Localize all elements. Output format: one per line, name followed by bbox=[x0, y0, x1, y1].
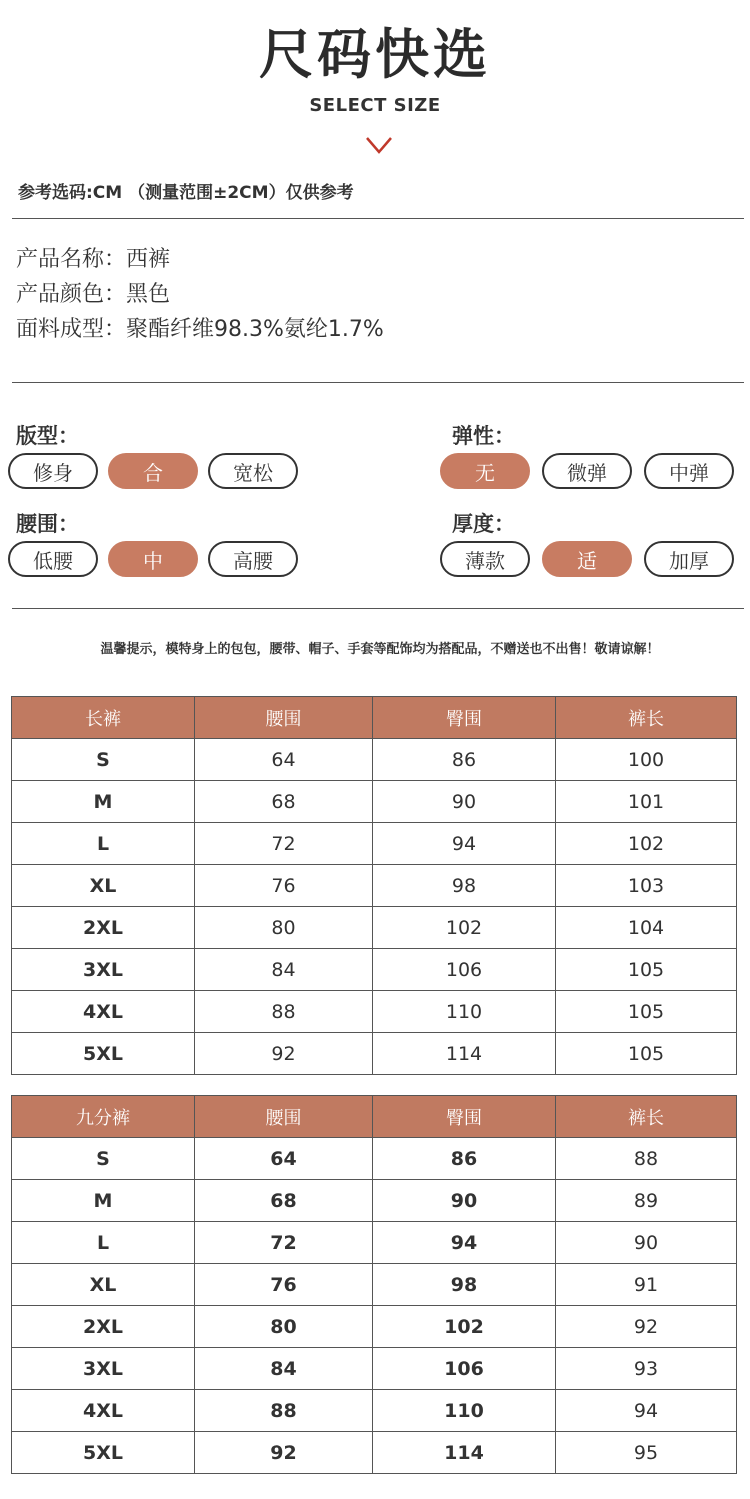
size-cell: 2XL bbox=[12, 1306, 195, 1348]
size-cell: 5XL bbox=[12, 1033, 195, 1075]
size-table-long bbox=[11, 696, 737, 1075]
hip-cell: 98 bbox=[373, 865, 556, 907]
fit-option-slim: 修身 bbox=[8, 453, 98, 489]
table-row bbox=[12, 781, 737, 823]
waist-label: 腰围： bbox=[16, 512, 79, 536]
waist-cell: 80 bbox=[195, 1306, 373, 1348]
size-cell: XL bbox=[12, 865, 195, 907]
size-cell: M bbox=[12, 1180, 195, 1222]
thickness-option-thin: 薄款 bbox=[440, 541, 530, 577]
waist-cell: 84 bbox=[195, 1348, 373, 1390]
hip-cell: 106 bbox=[373, 1348, 556, 1390]
size-cell: S bbox=[12, 739, 195, 781]
length-cell: 100 bbox=[556, 739, 737, 781]
size-cell: 2XL bbox=[12, 907, 195, 949]
accessory-tip: 温馨提示，模特身上的包包，腰带、帽子、手套等配饰均为搭配品，不赠送也不出售！敬请谅解！ bbox=[100, 642, 660, 657]
waist-cell: 92 bbox=[195, 1432, 373, 1474]
hip-cell: 90 bbox=[373, 1180, 556, 1222]
header-cell: 腰围 bbox=[195, 697, 373, 739]
waist-cell: 84 bbox=[195, 949, 373, 991]
header-cell: 腰围 bbox=[195, 1096, 373, 1138]
elasticity-option-slight: 微弹 bbox=[542, 453, 632, 489]
fit-label: 版型： bbox=[16, 424, 79, 448]
hip-cell: 86 bbox=[373, 1138, 556, 1180]
thickness-option-thick: 加厚 bbox=[644, 541, 734, 577]
product-fabric: 面料成型：聚酯纤维98.3%氨纶1.7% bbox=[16, 317, 384, 342]
length-cell: 95 bbox=[556, 1432, 737, 1474]
waist-cell: 88 bbox=[195, 991, 373, 1033]
hip-cell: 106 bbox=[373, 949, 556, 991]
size-cell: L bbox=[12, 1222, 195, 1264]
header-cell: 裤长 bbox=[556, 1096, 737, 1138]
waist-options bbox=[8, 541, 298, 577]
table-header-row bbox=[12, 1096, 737, 1138]
length-cell: 102 bbox=[556, 823, 737, 865]
header-cell: 长裤 bbox=[12, 697, 195, 739]
fit-option-loose: 宽松 bbox=[208, 453, 298, 489]
size-cell: S bbox=[12, 1138, 195, 1180]
waist-cell: 72 bbox=[195, 1222, 373, 1264]
length-cell: 104 bbox=[556, 907, 737, 949]
divider bbox=[12, 218, 744, 219]
header-cell: 裤长 bbox=[556, 697, 737, 739]
thickness-label: 厚度： bbox=[452, 512, 515, 536]
size-cell: L bbox=[12, 823, 195, 865]
length-cell: 91 bbox=[556, 1264, 737, 1306]
thickness-option-medium: 适 bbox=[542, 541, 632, 577]
elasticity-option-none: 无 bbox=[440, 453, 530, 489]
size-cell: 5XL bbox=[12, 1432, 195, 1474]
waist-cell: 64 bbox=[195, 1138, 373, 1180]
length-cell: 89 bbox=[556, 1180, 737, 1222]
thickness-options bbox=[440, 541, 734, 577]
length-cell: 94 bbox=[556, 1390, 737, 1432]
table-row bbox=[12, 1348, 737, 1390]
page-subtitle: SELECT SIZE bbox=[309, 95, 441, 116]
waist-cell: 64 bbox=[195, 739, 373, 781]
hip-cell: 114 bbox=[373, 1432, 556, 1474]
table-row bbox=[12, 739, 737, 781]
length-cell: 93 bbox=[556, 1348, 737, 1390]
header-cell: 臀围 bbox=[373, 1096, 556, 1138]
divider bbox=[12, 608, 744, 609]
table-row bbox=[12, 1306, 737, 1348]
header-cell: 臀围 bbox=[373, 697, 556, 739]
size-cell: 4XL bbox=[12, 991, 195, 1033]
table-row bbox=[12, 1222, 737, 1264]
length-cell: 101 bbox=[556, 781, 737, 823]
reference-note: 参考选码:CM （测量范围±2CM）仅供参考 bbox=[18, 183, 354, 203]
table-header-row bbox=[12, 697, 737, 739]
table-row bbox=[12, 1390, 737, 1432]
table-row bbox=[12, 1432, 737, 1474]
size-cell: XL bbox=[12, 1264, 195, 1306]
table-row bbox=[12, 949, 737, 991]
waist-cell: 76 bbox=[195, 1264, 373, 1306]
table-row bbox=[12, 1264, 737, 1306]
divider bbox=[12, 382, 744, 383]
fit-option-regular: 合 bbox=[108, 453, 198, 489]
chevron-down-icon bbox=[365, 135, 393, 155]
waist-option-mid: 中 bbox=[108, 541, 198, 577]
length-cell: 103 bbox=[556, 865, 737, 907]
size-cell: M bbox=[12, 781, 195, 823]
waist-cell: 88 bbox=[195, 1390, 373, 1432]
length-cell: 90 bbox=[556, 1222, 737, 1264]
table-row bbox=[12, 1180, 737, 1222]
hip-cell: 94 bbox=[373, 1222, 556, 1264]
hip-cell: 90 bbox=[373, 781, 556, 823]
elasticity-label: 弹性： bbox=[452, 424, 515, 448]
table-row bbox=[12, 823, 737, 865]
hip-cell: 102 bbox=[373, 907, 556, 949]
table-row bbox=[12, 907, 737, 949]
waist-option-high: 高腰 bbox=[208, 541, 298, 577]
product-color: 产品颜色：黑色 bbox=[16, 282, 171, 307]
fit-options bbox=[8, 453, 298, 489]
hip-cell: 98 bbox=[373, 1264, 556, 1306]
header-cell: 九分裤 bbox=[12, 1096, 195, 1138]
waist-cell: 80 bbox=[195, 907, 373, 949]
table-row bbox=[12, 1138, 737, 1180]
length-cell: 105 bbox=[556, 1033, 737, 1075]
length-cell: 92 bbox=[556, 1306, 737, 1348]
waist-option-low: 低腰 bbox=[8, 541, 98, 577]
waist-cell: 76 bbox=[195, 865, 373, 907]
table-row bbox=[12, 991, 737, 1033]
size-cell: 4XL bbox=[12, 1390, 195, 1432]
hip-cell: 86 bbox=[373, 739, 556, 781]
table-row bbox=[12, 1033, 737, 1075]
hip-cell: 110 bbox=[373, 1390, 556, 1432]
size-table-cropped bbox=[11, 1095, 737, 1474]
length-cell: 88 bbox=[556, 1138, 737, 1180]
length-cell: 105 bbox=[556, 991, 737, 1033]
elasticity-options bbox=[440, 453, 734, 489]
hip-cell: 94 bbox=[373, 823, 556, 865]
elasticity-option-medium: 中弹 bbox=[644, 453, 734, 489]
waist-cell: 92 bbox=[195, 1033, 373, 1075]
size-cell: 3XL bbox=[12, 1348, 195, 1390]
length-cell: 105 bbox=[556, 949, 737, 991]
waist-cell: 68 bbox=[195, 1180, 373, 1222]
waist-cell: 68 bbox=[195, 781, 373, 823]
hip-cell: 102 bbox=[373, 1306, 556, 1348]
hip-cell: 110 bbox=[373, 991, 556, 1033]
product-name: 产品名称：西裤 bbox=[16, 247, 171, 272]
page-title: 尺码快选 bbox=[259, 23, 491, 86]
waist-cell: 72 bbox=[195, 823, 373, 865]
size-cell: 3XL bbox=[12, 949, 195, 991]
table-row bbox=[12, 865, 737, 907]
hip-cell: 114 bbox=[373, 1033, 556, 1075]
